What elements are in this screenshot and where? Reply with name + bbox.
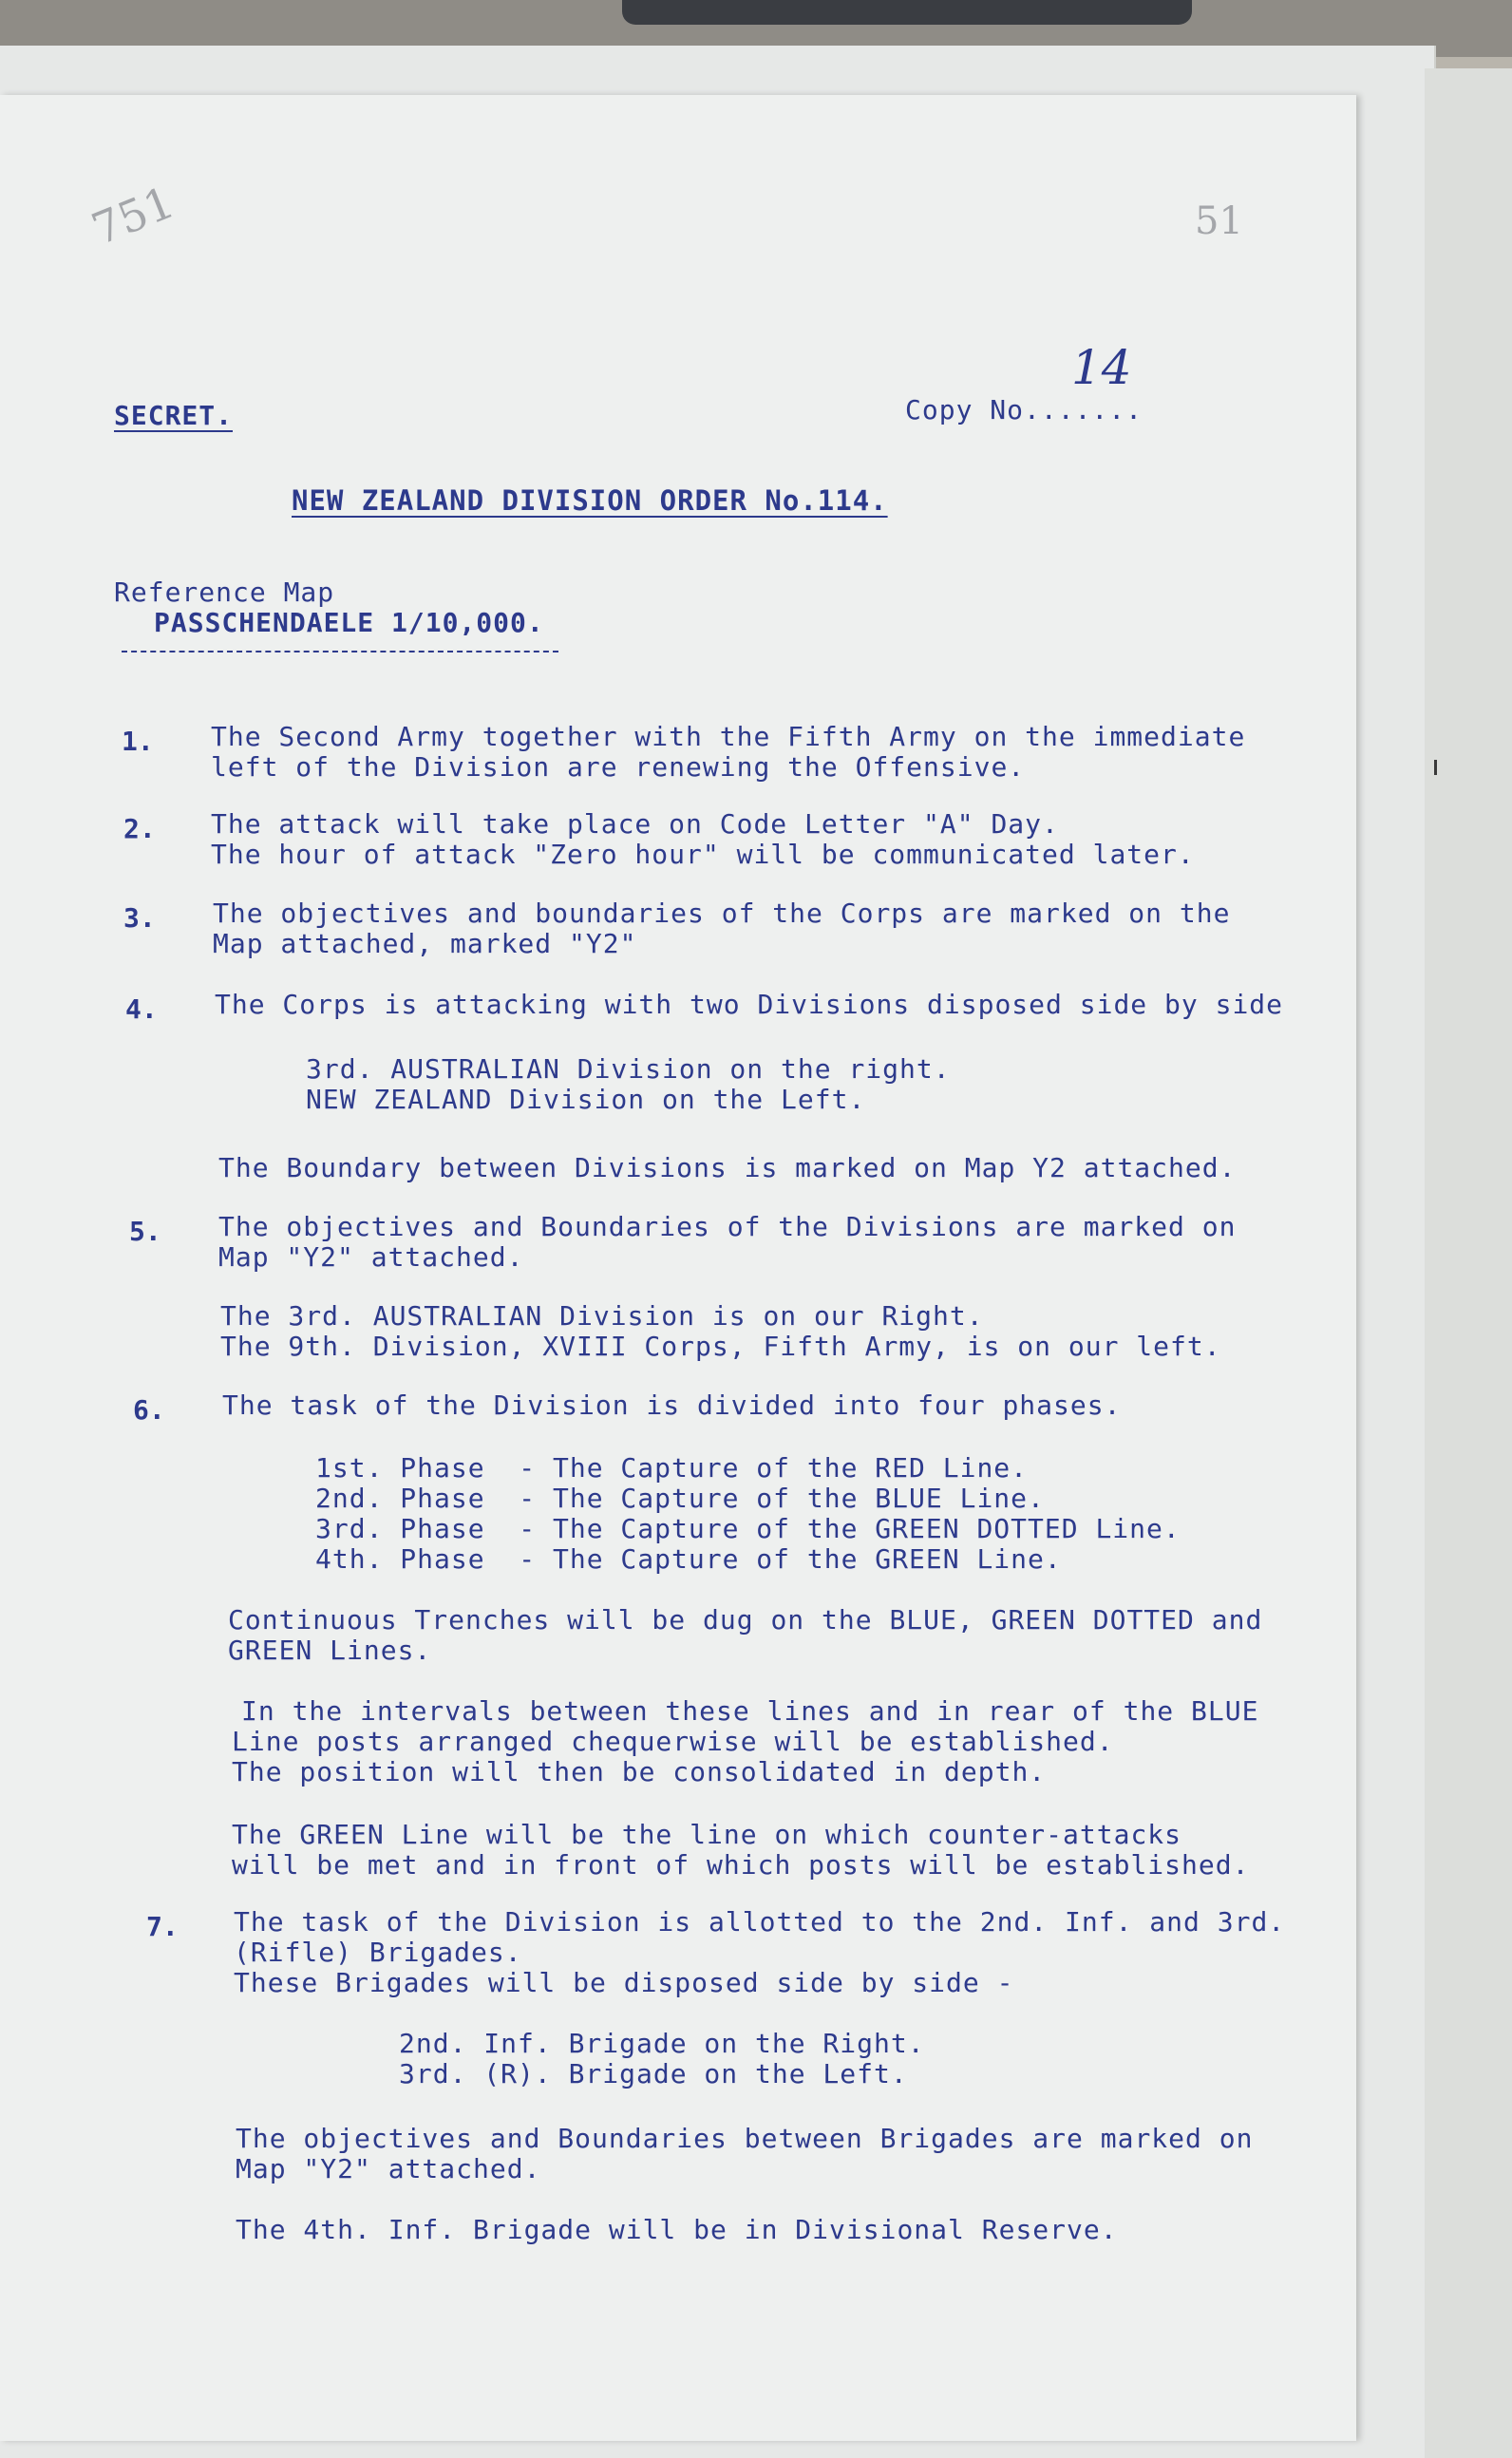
paragraph-7-number: 7. (146, 1911, 179, 1942)
phase-2: 2nd. Phase - The Capture of the BLUE Line. (315, 1483, 1045, 1514)
paragraph-4-line-1: The Corps is attacking with two Divisions disposed side by side (215, 989, 1284, 1020)
paragraph-3-line-1: The objectives and boundaries of the Corps are marked on the (213, 898, 1231, 929)
paragraph-6-green-line-1: The GREEN Line will be the line on which counter-attacks (232, 1819, 1182, 1850)
paragraph-2-line-2: The hour of attack "Zero hour" will be communicated later. (211, 839, 1195, 870)
paragraph-5-line-2: Map "Y2" attached. (218, 1241, 524, 1273)
paragraph-2-number: 2. (123, 813, 156, 844)
paragraph-6-number: 6. (133, 1394, 165, 1426)
paragraph-5-flank-left: The 9th. Division, XVIII Corps, Fifth Army, is on our left. (220, 1331, 1221, 1362)
paragraph-4-boundary: The Boundary between Divisions is marked on Map Y2 attached. (218, 1152, 1237, 1183)
document-page (0, 95, 1356, 2441)
paragraph-7-boundaries-line-2: Map "Y2" attached. (236, 2153, 541, 2184)
classification-heading: SECRET. (114, 400, 234, 431)
paragraph-1-line-2: left of the Division are renewing the Offensive. (211, 751, 1026, 783)
paragraph-3-line-2: Map attached, marked "Y2" (213, 928, 637, 959)
paragraph-2-line-1: The attack will take place on Code Letter "A" Day. (211, 808, 1059, 840)
paragraph-7-line-3: These Brigades will be disposed side by side - (234, 1967, 1014, 1998)
binder-clip (622, 0, 1192, 25)
paragraph-5-number: 5. (129, 1216, 161, 1247)
paragraph-6-intro: The task of the Division is divided into four phases. (222, 1390, 1122, 1421)
paragraph-4-division-right: 3rd. AUSTRALIAN Division on the right. (306, 1053, 951, 1085)
underlying-sheet-edge (1425, 68, 1512, 2458)
paragraph-7-reserve: The 4th. Inf. Brigade will be in Divisional Reserve. (236, 2214, 1118, 2245)
paragraph-4-division-left: NEW ZEALAND Division on the Left. (306, 1084, 866, 1115)
pencil-folio-left: 751 (85, 176, 181, 255)
paragraph-6-trenches-line-2: GREEN Lines. (228, 1635, 432, 1666)
paragraph-3-number: 3. (123, 902, 156, 934)
paragraph-6-intervals-line-1: In the intervals between these lines and in rear of the BLUE (241, 1695, 1259, 1727)
paragraph-7-line-2: (Rifle) Brigades. (234, 1937, 522, 1968)
order-title: NEW ZEALAND DIVISION ORDER No.114. (292, 484, 888, 517)
paragraph-5-flank-right: The 3rd. AUSTRALIAN Division is on our Right. (220, 1300, 984, 1332)
paragraph-6-green-line-2: will be met and in front of which posts will be established. (232, 1849, 1250, 1881)
paragraph-1-number: 1. (122, 726, 154, 757)
pencil-folio-right: 51 (1195, 199, 1243, 243)
phase-1: 1st. Phase - The Capture of the RED Line. (315, 1452, 1029, 1484)
paragraph-6-trenches-line-1: Continuous Trenches will be dug on the BLUE, GREEN DOTTED and (228, 1604, 1263, 1636)
reference-label: Reference Map (114, 577, 335, 608)
phase-3: 3rd. Phase - The Capture of the GREEN DOTTED Line. (315, 1513, 1181, 1544)
paragraph-7-line-1: The task of the Division is allotted to the 2nd. Inf. and 3rd. (234, 1906, 1286, 1938)
paragraph-6-intervals-line-2: Line posts arranged chequerwise will be established. (232, 1726, 1114, 1757)
paragraph-5-line-1: The objectives and Boundaries of the Divisions are marked on (218, 1211, 1237, 1242)
reference-rule (122, 651, 558, 652)
reference-map: PASSCHENDAELE 1/10,000. (154, 607, 544, 638)
paragraph-1-line-1: The Second Army together with the Fifth Army on the immediate (211, 721, 1246, 752)
paragraph-4-number: 4. (125, 993, 158, 1025)
brigade-left: 3rd. (R). Brigade on the Left. (399, 2058, 908, 2089)
phase-4: 4th. Phase - The Capture of the GREEN Line. (315, 1543, 1062, 1575)
copy-label: Copy No....... (905, 394, 1143, 425)
paragraph-7-boundaries-line-1: The objectives and Boundaries between Brigades are marked on (236, 2123, 1254, 2154)
margin-mark (1434, 760, 1437, 775)
paragraph-6-intervals-line-3: The position will then be consolidated in depth. (232, 1756, 1047, 1787)
brigade-right: 2nd. Inf. Brigade on the Right. (399, 2028, 925, 2059)
copy-number-handwritten: 14 (1071, 340, 1132, 395)
